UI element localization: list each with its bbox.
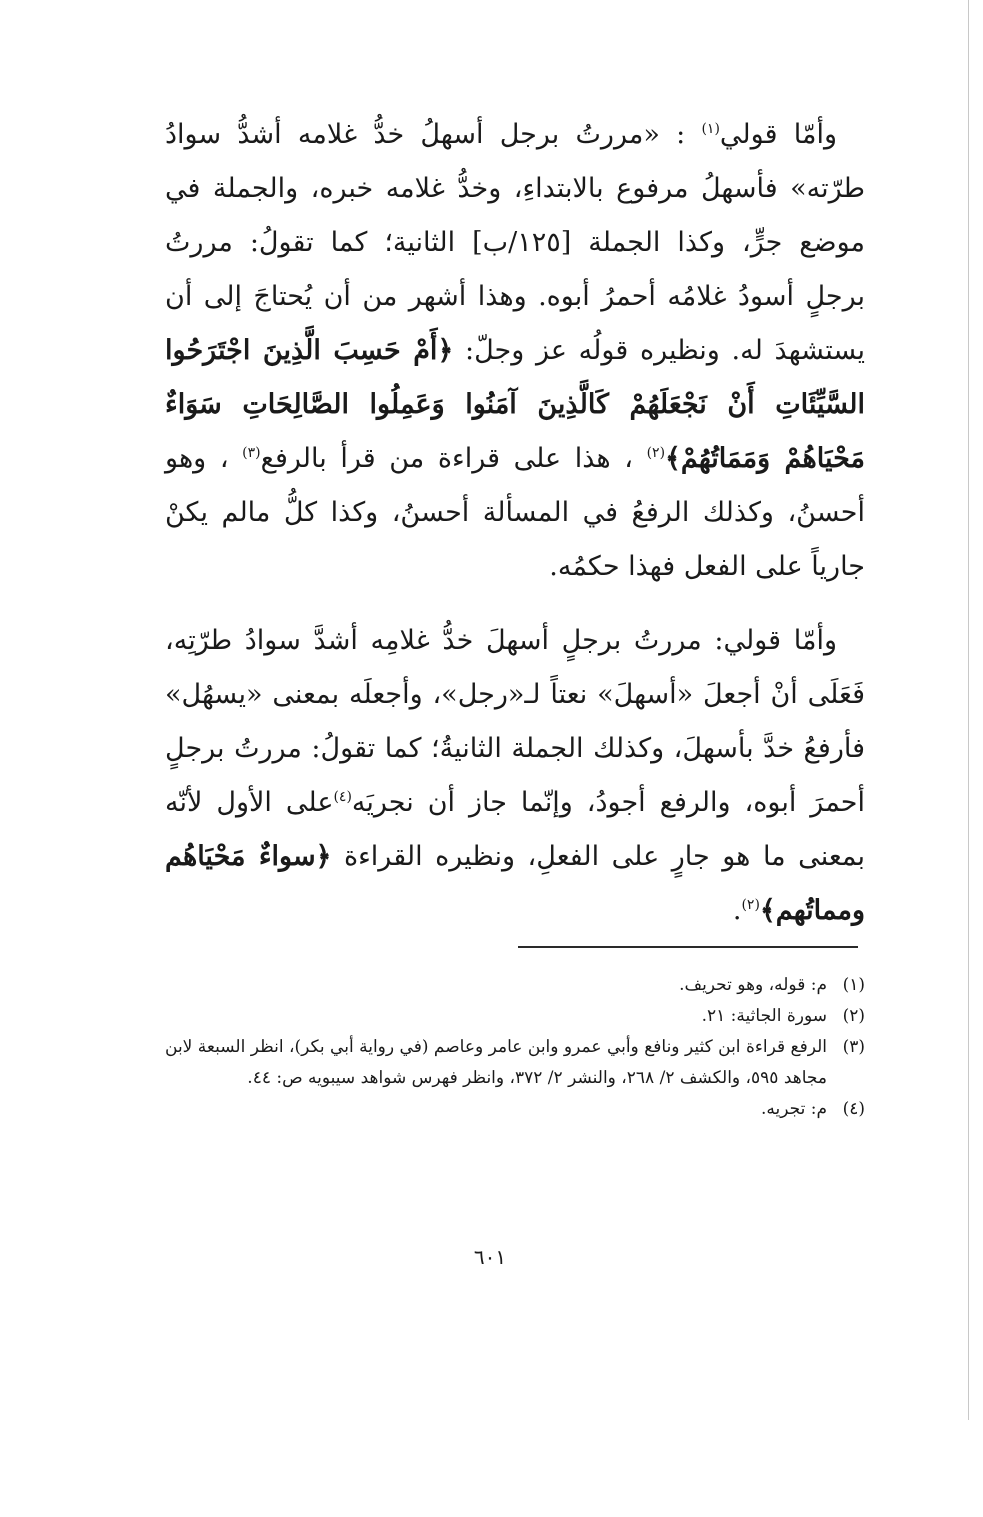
- page-number: ٦٠١: [473, 1245, 507, 1269]
- footnote-ref: (٢): [741, 897, 760, 913]
- scan-edge-line: [968, 0, 969, 1420]
- text-run: ، هذا على قراءة من قرأ بالرفع: [260, 443, 647, 474]
- text-run: وأمّا قولي: [719, 119, 837, 150]
- paragraph-2: [165, 614, 865, 938]
- footnote-text: الرفع قراءة ابن كثير ونافع وأبي عمرو وابن عامر وعاصم (في رواية أبي بكر)، انظر السبعة لابن مجاهد ٥٩٥، والكشف ٢/ ٢٦٨، والنشر ٢/ ٣٧٢، وانظر فهرس شواهد سيبويه ص: ٤٤.: [165, 1037, 827, 1088]
- footnote-item: [165, 1001, 865, 1032]
- footnote-number: (٣): [842, 1037, 865, 1057]
- footnote-text: م: تجريه.: [761, 1099, 827, 1119]
- footnote-ref: (١): [701, 121, 720, 137]
- text-run: على الأول لأنّه بمعنى ما هو جارٍ على الفعلِ، ونظيره القراءة: [165, 787, 865, 872]
- text-run: ، وهو أحسنُ، وكذلك الرفعُ في المسألة أحسنُ، وكذا كلُّ مالم يكنْ جارياً على الفعل فهذا حكمُه.: [165, 443, 865, 582]
- footnote-ref: (٢): [646, 445, 666, 461]
- footnote-number: (٢): [842, 1006, 865, 1026]
- text-run: وأمّا قولي: مررتُ برجلٍ أسهلَ خدُّ غلامِه أشدَّ سوادُ طرّتِه، فَعَلَى أنْ أجعلَ «أسهلَ» نعتاً لـ«رجل»، وأجعلَه بمعنى «يسهُل» فأرفعُ خدَّ بأسهلَ، وكذلك الجملة الثانيةُ؛ كما تقولُ: مررتُ برجلٍ أحمرَ أبوه، والرفع أجودُ، وإنّما جاز أن نجريَه: [165, 625, 865, 818]
- footnote-ref: (٣): [242, 445, 261, 461]
- footnote-item: [165, 1094, 865, 1125]
- footnote-separator: [518, 946, 858, 948]
- footnote-text: سورة الجاثية: ٢١.: [701, 1006, 827, 1026]
- quran-quote: ﴿أَمْ حَسِبَ الَّذِينَ اجْتَرَحُوا السَّيِّئَاتِ أَنْ نَجْعَلَهُمْ كَالَّذِينَ آمَنُوا وَعَمِلُوا الصَّالِحَاتِ سَوَاءٌ مَحْيَاهُمْ وَمَمَاتُهُمْ﴾: [165, 335, 866, 474]
- footnotes: [165, 970, 865, 1125]
- main-text: [165, 108, 865, 938]
- text-run: .: [732, 895, 742, 926]
- footnote-ref: (٤): [333, 789, 352, 805]
- quran-quote: ﴿سواءٌ مَحْيَاهُم ومماتُهم﴾: [165, 841, 865, 926]
- footnote-item: [165, 1032, 865, 1094]
- footnote-number: (١): [842, 975, 865, 995]
- text-run: : «مررتُ برجل أسهلُ خدُّ غلامه أشدُّ سوادُ طرّته» فأسهلُ مرفوع بالابتداءِ، وخدُّ غلامه خبره، والجملة في موضع جرٍّ، وكذا الجملة [١٢٥/ب] الثانية؛ كما تقولُ: مررتُ برجلٍ أسودُ غلامُه أحمرُ أبوه. وهذا أشهر من أن يُحتاجَ إلى أن يستشهدَ له. ونظيره قولُه عز وجلّ:: [165, 119, 865, 366]
- footnote-number: (٤): [842, 1099, 865, 1119]
- footnote-text: م: قوله، وهو تحريف.: [679, 975, 827, 995]
- paragraph-1: [165, 108, 865, 594]
- footnote-item: [165, 970, 865, 1001]
